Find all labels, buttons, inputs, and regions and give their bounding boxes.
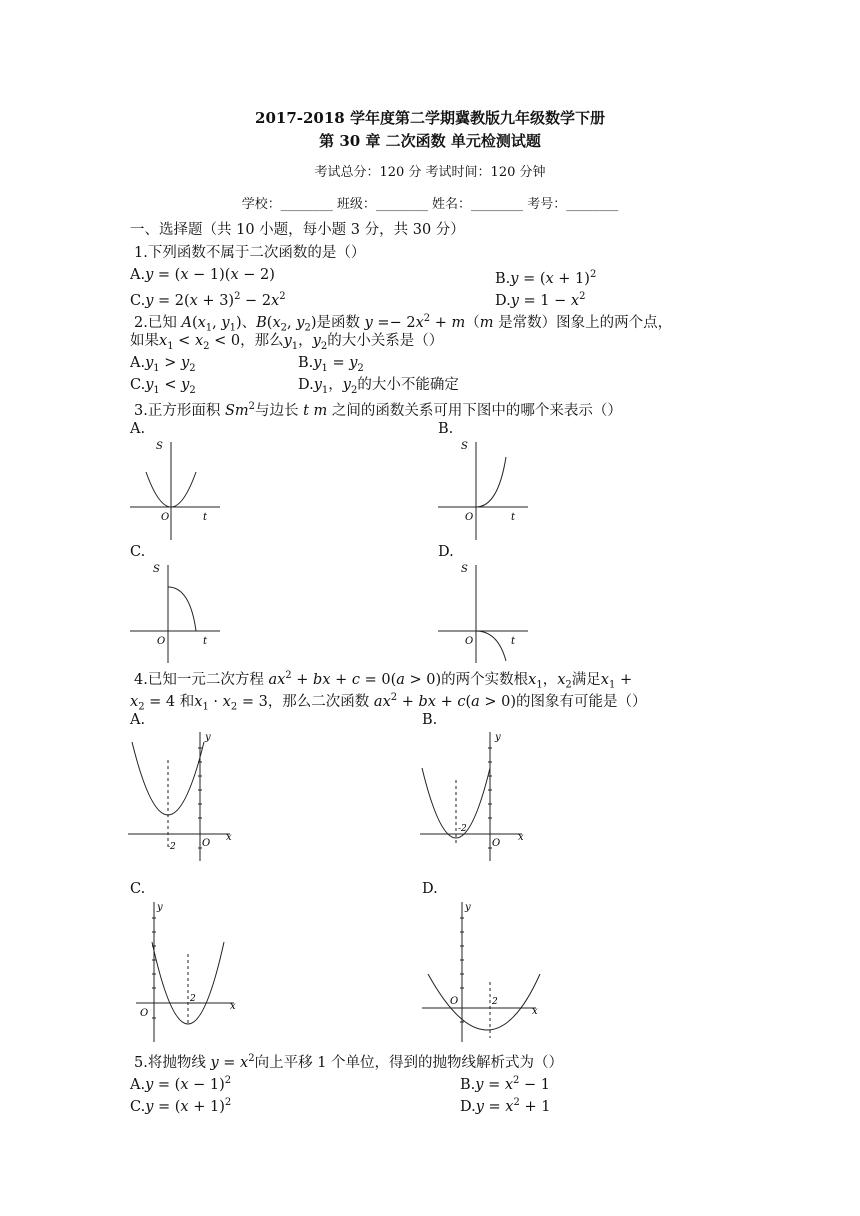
q1-option-b: $B.y = (x + 1)^2$ <box>495 269 597 287</box>
q5-stem: 5.将抛物线 $y = x^2$向上平移 1 个单位，得到的抛物线解析式为（） <box>134 1053 564 1071</box>
q2-option-b: $B.y_1 = y_2$ <box>298 355 364 374</box>
exam-info: 考试总分：120 分 考试时间：120 分钟 <box>314 165 546 180</box>
q3-label-a: A. <box>130 421 146 437</box>
q5-option-d: $D.y = x^2 + 1$ <box>460 1097 551 1115</box>
q3-graph-a <box>128 432 228 542</box>
s-label: S <box>461 564 468 575</box>
origin-label: O <box>161 512 170 523</box>
q2-stem: 2.已知 $A(x_1$, $y_1$)、$B(x_2$, $y_2$)是函数 $y =- 2x^2 + m(m$ 是常数）图象上的两个点， <box>134 313 673 334</box>
x-label: x <box>518 832 524 843</box>
q3-graph-d <box>436 555 536 665</box>
q2-option-a: $A.y_1 > y_2$ <box>130 355 196 374</box>
s-label: S <box>153 564 160 575</box>
q3-label-c: C. <box>130 544 146 560</box>
y-label: y <box>465 902 471 913</box>
q4-stem: 4.已知一元二次方程 $ax^2$ + bx + c = 0(a > 0)的两个实数根$x_1$，$x_2$满足$x_1$ + <box>134 670 633 691</box>
q4-label-b: B. <box>422 712 438 728</box>
t-label: t <box>511 636 516 647</box>
x-label: x <box>532 1006 538 1017</box>
q4-graph-c <box>134 896 246 1044</box>
pos2-label: 2 <box>190 994 196 1004</box>
q3-stem: 3.正方形面积 Sm$^2$与边长 t m 之间的函数关系可用下图中的哪个来表示（） <box>134 401 622 419</box>
q4-label-d: D. <box>422 881 438 897</box>
q4-graph-d <box>420 896 548 1044</box>
q4-stem-line2: $x_2 = 4$ 和$x_1 \cdot x_2 = 3$，那么二次函数 $ax^2$ + bx + c(a > 0)的图象有可能是（） <box>130 692 647 713</box>
q2-stem-line2: 如果$x_1 < x_2 < 0$，那么$y_1$，$y_2$的大小关系是（） <box>130 333 444 352</box>
q3-label-d: D. <box>438 544 454 560</box>
neg2-label: -2 <box>167 842 176 852</box>
x-label: x <box>230 1001 236 1012</box>
y-label: y <box>495 732 501 743</box>
t-label: t <box>203 636 208 647</box>
origin-label: O <box>157 636 166 647</box>
q3-graph-b <box>436 432 536 542</box>
q1-option-d: $D.y = 1 - x^2$ <box>495 291 586 309</box>
x-label: x <box>226 832 232 843</box>
title-line1: 2017-2018 学年度第二学期冀教版九年级数学下册 <box>255 109 605 127</box>
q4-graph-a <box>126 728 238 863</box>
section-heading: 一、选择题（共 10 小题，每小题 3 分，共 30 分） <box>130 222 465 238</box>
q4-graph-b <box>418 728 530 863</box>
origin-label: O <box>450 996 459 1007</box>
origin-label: O <box>492 838 501 849</box>
y-label: y <box>205 732 211 743</box>
title-line2: 第 30 章 二次函数 单元检测试题 <box>319 132 541 150</box>
q3-label-b: B. <box>438 421 454 437</box>
t-label: t <box>203 512 208 523</box>
neg2-label: -2 <box>458 824 467 834</box>
q2-option-d: $D.y_1$，$y_2$的大小不能确定 <box>298 377 459 396</box>
origin-label: O <box>465 636 474 647</box>
t-label: t <box>511 512 516 523</box>
q1-option-a: A.y = (x − 1)(x − 2) <box>130 267 275 283</box>
q5-option-c: $C.y = (x + 1)^2$ <box>130 1097 232 1115</box>
s-label: S <box>156 441 163 452</box>
origin-label: O <box>465 512 474 523</box>
q5-option-b: $B.y = x^2 - 1$ <box>460 1075 550 1093</box>
q4-label-c: C. <box>130 881 146 897</box>
q2-option-c: $C.y_1 < y_2$ <box>130 377 196 396</box>
q1-stem: 1.下列函数不属于二次函数的是（） <box>134 245 366 261</box>
q3-graph-c <box>128 555 228 665</box>
origin-label: O <box>202 838 211 849</box>
student-info: 学校：________ 班级：________ 姓名：________ 考号：________ <box>241 197 619 212</box>
s-label: S <box>461 441 468 452</box>
pos2-label: 2 <box>492 997 498 1007</box>
y-label: y <box>157 902 163 913</box>
origin-label: O <box>140 1008 149 1019</box>
q5-option-a: $A.y = (x - 1)^2$ <box>130 1075 232 1093</box>
q1-option-c: $C.y = 2(x + 3)^2 - 2x^2$ <box>130 291 286 309</box>
q4-label-a: A. <box>130 712 146 728</box>
